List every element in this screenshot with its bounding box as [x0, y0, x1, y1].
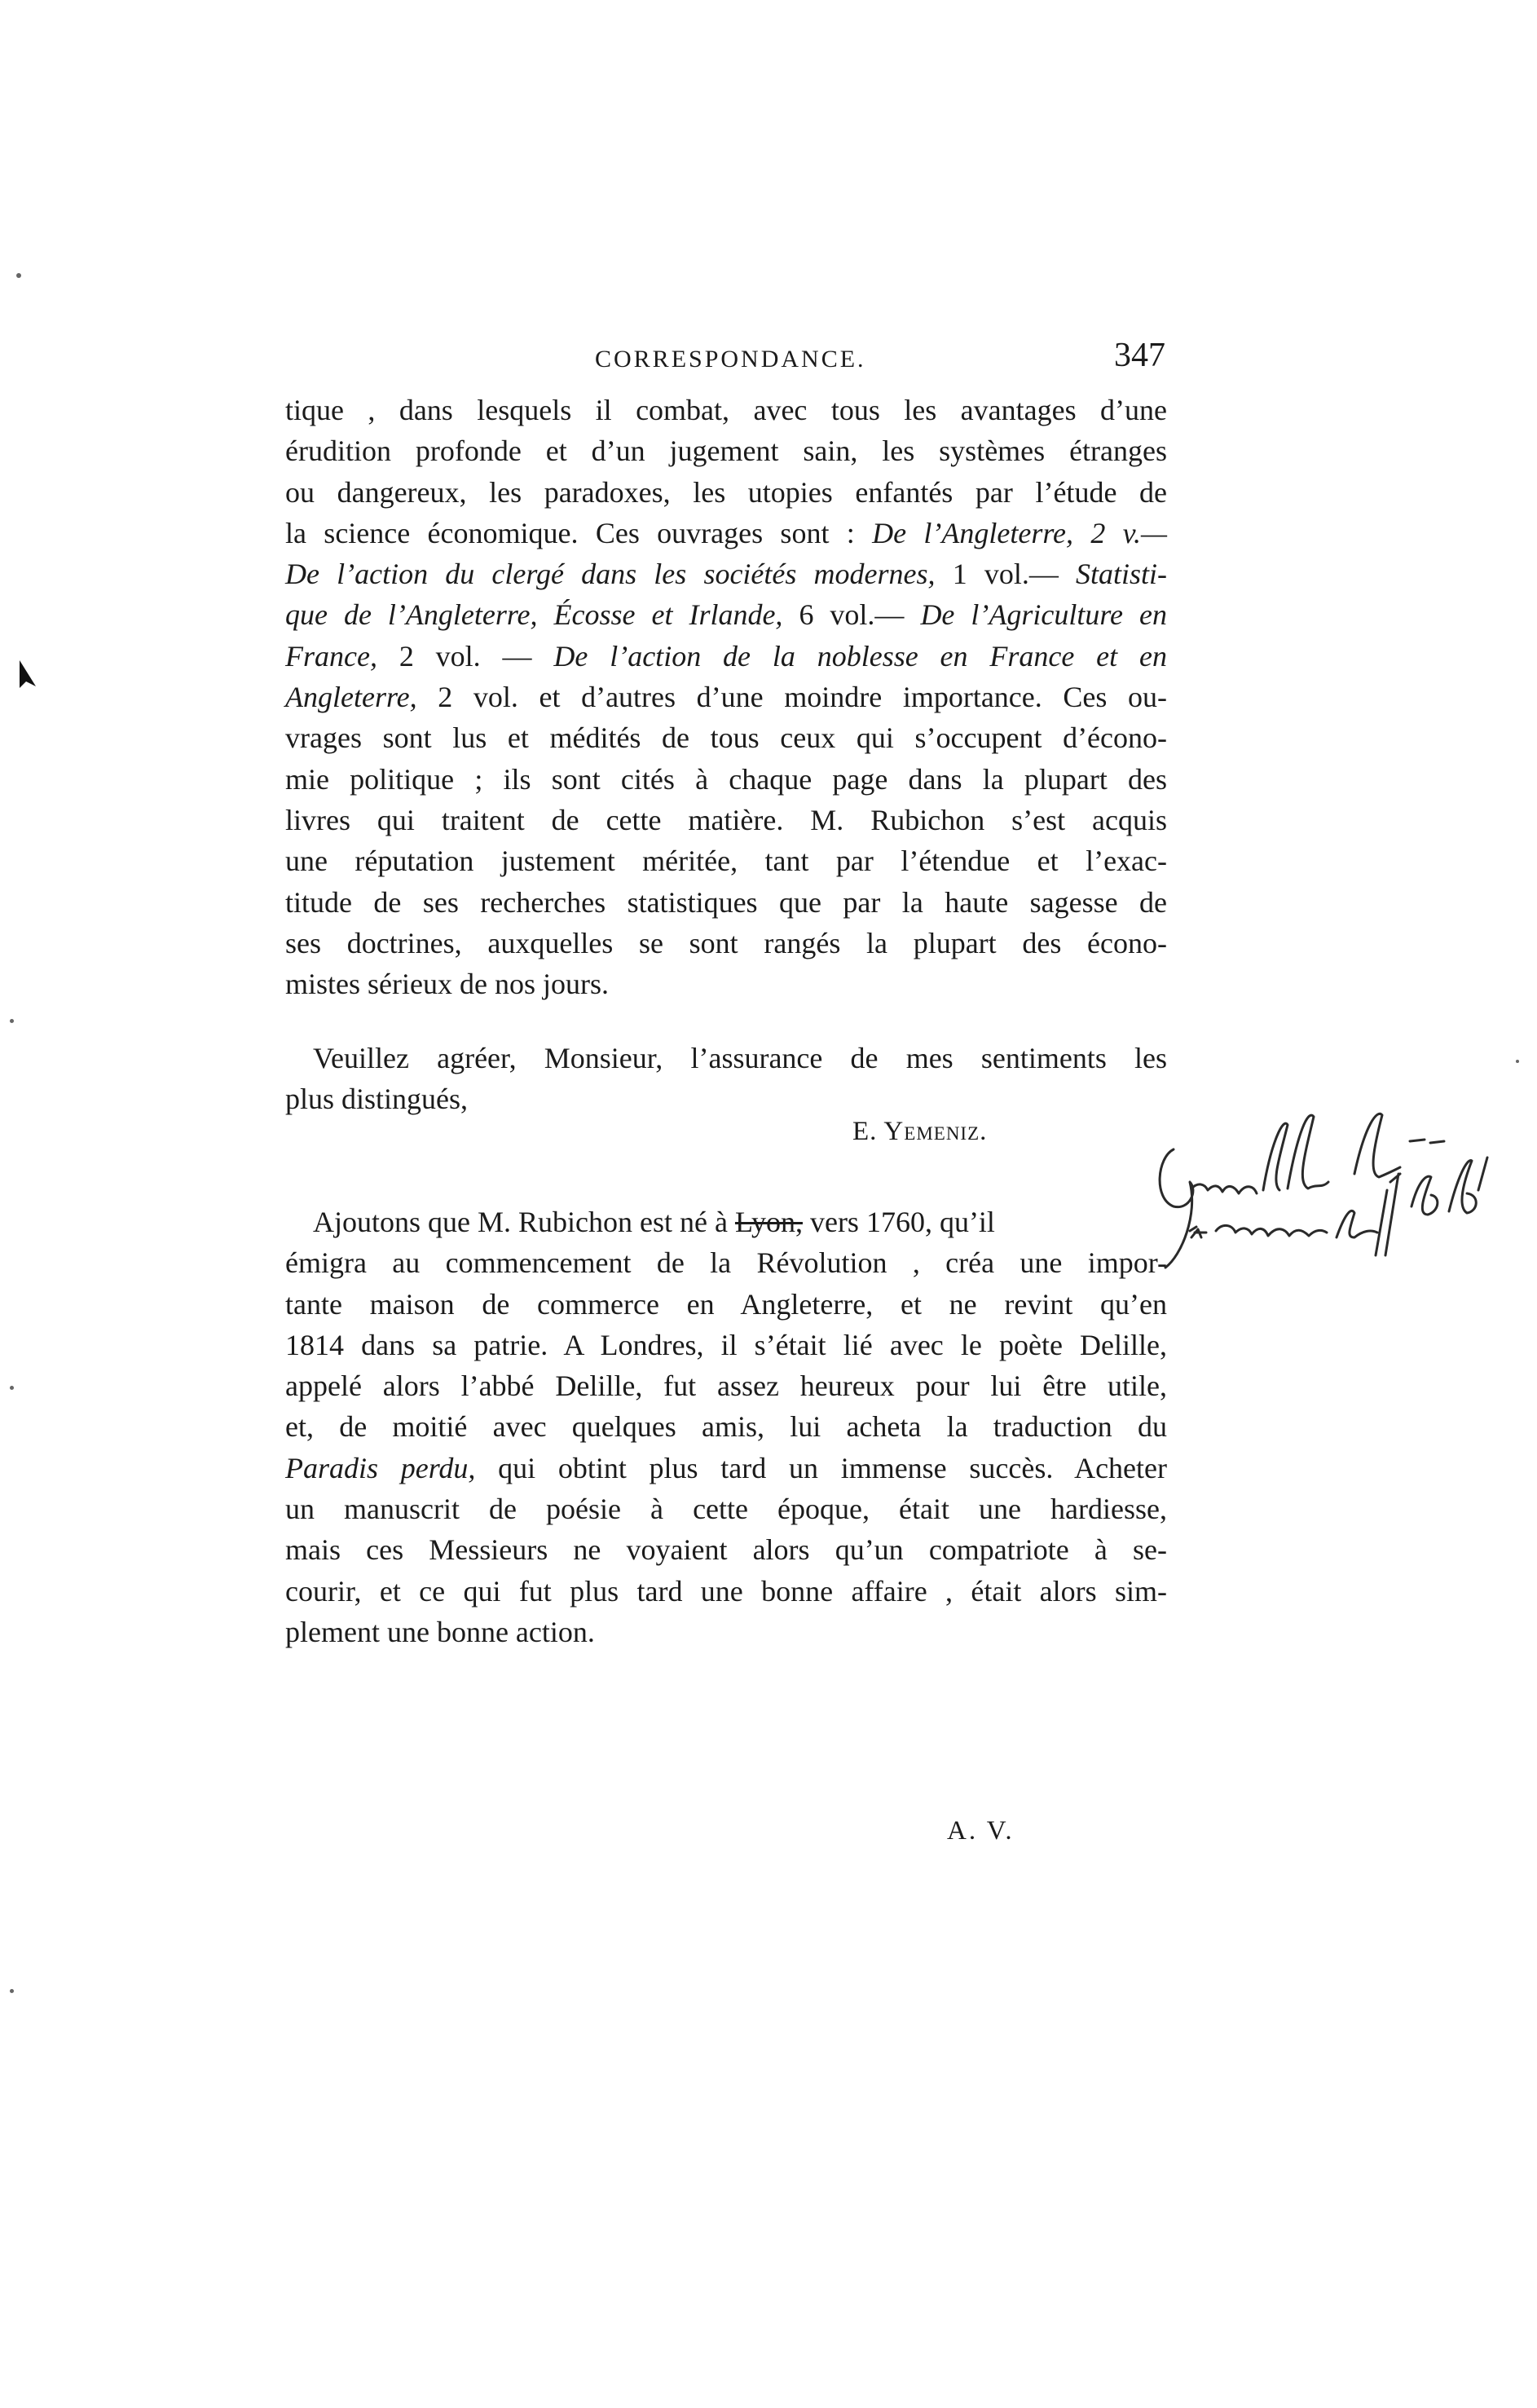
text-segment: 6 vol.—	[799, 598, 905, 632]
text-segment: la science économique. Ces ouvrages sont :	[285, 516, 855, 549]
book-title: De l’Agriculture en	[920, 598, 1167, 632]
paragraph-2	[285, 1038, 1167, 1120]
speck-mark	[10, 1019, 14, 1023]
text-line: un manuscrit de poésie à cette époque, était une hardiesse,	[285, 1493, 1167, 1526]
margin-pointer-mark	[16, 659, 39, 691]
text-line: courir, et ce qui fut plus tard une bonne affaire , était alors sim-	[285, 1574, 1167, 1608]
text-line: une réputation justement méritée, tant par l’étendue et l’exac-	[285, 845, 1167, 878]
text-line: appelé alors l’abbé Delille, fut assez heureux pour lui être utile,	[285, 1369, 1167, 1403]
book-title: que de l’Angleterre, Écosse et Irlande,	[285, 598, 783, 632]
text-line	[285, 1202, 995, 1242]
paragraph-3	[285, 1202, 1167, 1652]
book-title: Paradis perdu,	[285, 1451, 476, 1484]
text-line: ou dangereux, les paradoxes, les utopies enfantés par l’étude de	[285, 475, 1167, 509]
text-line: mie politique ; ils sont cités à chaque page dans la plupart des	[285, 762, 1167, 796]
speck-mark	[1516, 1060, 1519, 1063]
text-line: émigra au commencement de la Révolution , créa une impor-	[285, 1246, 1167, 1280]
struck-word: Lyon,	[734, 1206, 803, 1238]
speck-mark	[10, 1989, 14, 1993]
text-line: vrages sont lus et médités de tous ceux qui s’occupent d’écono-	[285, 721, 1167, 755]
text-line: plus distingués,	[285, 1083, 469, 1116]
running-title: CORRESPONDANCE.	[595, 346, 866, 373]
book-title: De l’action de la noblesse en France et en	[553, 639, 1167, 673]
running-header	[285, 337, 1174, 383]
text-line: tique , dans lesquels il combat, avec tous les avantages d’une	[285, 394, 1167, 426]
text-line: mais ces Messieurs ne voyaient alors qu’un compatriote à se-	[285, 1533, 1167, 1567]
book-title: De l’action du clergé dans les sociétés modernes,	[285, 558, 936, 591]
text-line: et, de moitié avec quelques amis, lui acheta la traduction du	[285, 1410, 1167, 1444]
book-title: Statisti-	[1076, 558, 1168, 591]
signature-av: A. V.	[947, 1816, 1015, 1846]
text-line: plement une bonne action.	[285, 1615, 595, 1648]
text-line	[285, 636, 1167, 677]
handwritten-annotation	[1141, 1092, 1500, 1280]
text-line: tante maison de commerce en Angleterre, et ne revint qu’en	[285, 1287, 1167, 1321]
book-title: Angleterre,	[285, 681, 417, 714]
page-number: 347	[1114, 337, 1165, 374]
text-segment: vers 1760, qu’il	[809, 1206, 995, 1238]
text-line: Veuillez agréer, Monsieur, l’assurance de mes sentiments les	[313, 1042, 1167, 1074]
text-segment: 2 vol. —	[399, 639, 532, 673]
text-line	[285, 677, 1167, 717]
text-line: titude de ses recherches statistiques que par la haute sagesse de	[285, 885, 1167, 919]
text-line: mistes sérieux de nos jours.	[285, 968, 609, 1001]
text-segment: 2 vol. et d’autres d’une moindre importance. Ces ou-	[438, 681, 1167, 714]
speck-mark	[10, 1386, 14, 1390]
speck-mark	[16, 273, 21, 278]
text-line	[285, 1448, 1167, 1488]
paragraph-1	[285, 390, 1167, 1004]
text-line	[285, 594, 1167, 635]
text-segment: 1 vol.—	[952, 558, 1059, 591]
text-line	[285, 553, 1167, 594]
text-line: érudition profonde et d’un jugement sain, les systèmes étranges	[285, 434, 1167, 468]
signature-yemeniz: E. Yemeniz.	[852, 1117, 988, 1146]
book-title: France,	[285, 639, 377, 673]
text-line: 1814 dans sa patrie. A Londres, il s’était lié avec le poète Delille,	[285, 1328, 1167, 1361]
text-line: livres qui traitent de cette matière. M. Rubichon s’est acquis	[285, 803, 1167, 836]
text-line	[285, 513, 1167, 553]
text-segment: Ajoutons que M. Rubichon est né à	[313, 1206, 728, 1238]
book-title: De l’Angleterre, 2 v.—	[872, 516, 1167, 549]
text-segment: qui obtint plus tard un immense succès. Acheter	[498, 1451, 1167, 1484]
text-line: ses doctrines, auxquelles se sont rangés la plupart des écono-	[285, 926, 1167, 959]
